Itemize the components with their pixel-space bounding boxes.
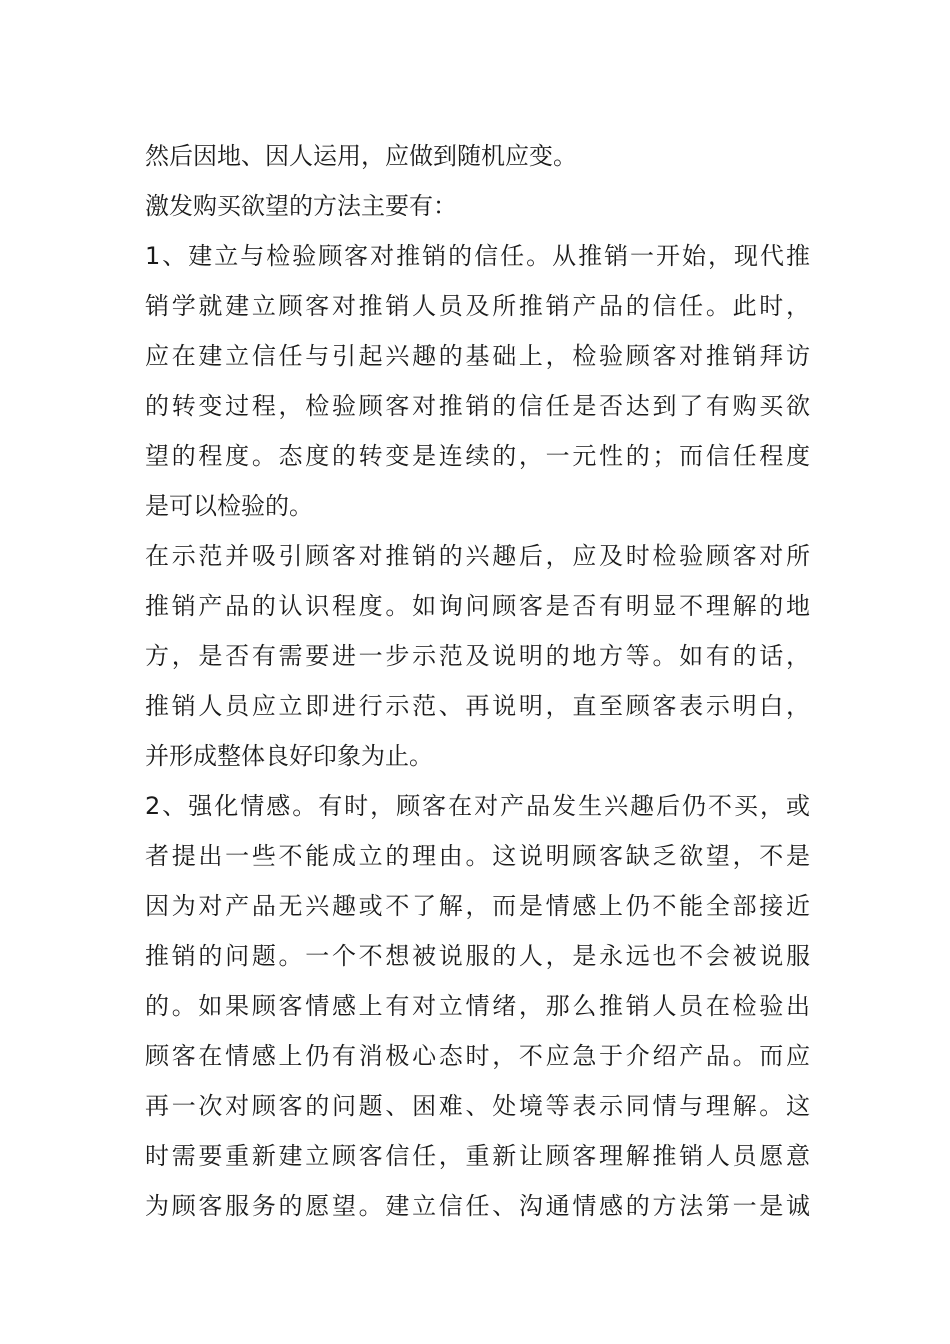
text-line: 方，是否有需要进一步示范及说明的地方等。如有的话， <box>145 642 810 670</box>
text-line: 1、建立与检验顾客对推销的信任。从推销一开始，现代推 <box>145 242 810 270</box>
text-line: 者提出一些不能成立的理由。这说明顾客缺乏欲望，不是 <box>145 842 810 870</box>
text-line: 的。如果顾客情感上有对立情绪，那么推销人员在检验出 <box>145 992 810 1020</box>
text-line: 2、强化情感。有时，顾客在对产品发生兴趣后仍不买，或 <box>145 792 810 820</box>
text-line: 再一次对顾客的问题、困难、处境等表示同情与理解。这 <box>145 1092 810 1120</box>
text-line: 并形成整体良好印象为止。 <box>145 742 433 770</box>
text-line: 在示范并吸引顾客对推销的兴趣后，应及时检验顾客对所 <box>145 542 810 570</box>
text-line: 望的程度。态度的转变是连续的，一元性的；而信任程度 <box>145 442 810 470</box>
text-line: 应在建立信任与引起兴趣的基础上，检验顾客对推销拜访 <box>145 342 810 370</box>
text-line: 因为对产品无兴趣或不了解，而是情感上仍不能全部接近 <box>145 892 810 920</box>
document-body-text <box>145 131 810 1231</box>
text-line: 推销产品的认识程度。如询问顾客是否有明显不理解的地 <box>145 592 810 620</box>
text-line: 销学就建立顾客对推销人员及所推销产品的信任。此时， <box>145 292 810 320</box>
text-line: 为顾客服务的愿望。建立信任、沟通情感的方法第一是诚 <box>145 1192 810 1220</box>
text-line: 是可以检验的。 <box>145 492 313 520</box>
text-line: 激发购买欲望的方法主要有： <box>145 192 457 220</box>
text-line: 时需要重新建立顾客信任，重新让顾客理解推销人员愿意 <box>145 1142 810 1170</box>
text-line: 推销人员应立即进行示范、再说明，直至顾客表示明白， <box>145 692 810 720</box>
text-line: 然后因地、因人运用，应做到随机应变。 <box>145 142 577 170</box>
text-line: 顾客在情感上仍有消极心态时，不应急于介绍产品。而应 <box>145 1042 810 1070</box>
text-line: 推销的问题。一个不想被说服的人，是永远也不会被说服 <box>145 942 810 970</box>
text-line: 的转变过程，检验顾客对推销的信任是否达到了有购买欲 <box>145 392 810 420</box>
